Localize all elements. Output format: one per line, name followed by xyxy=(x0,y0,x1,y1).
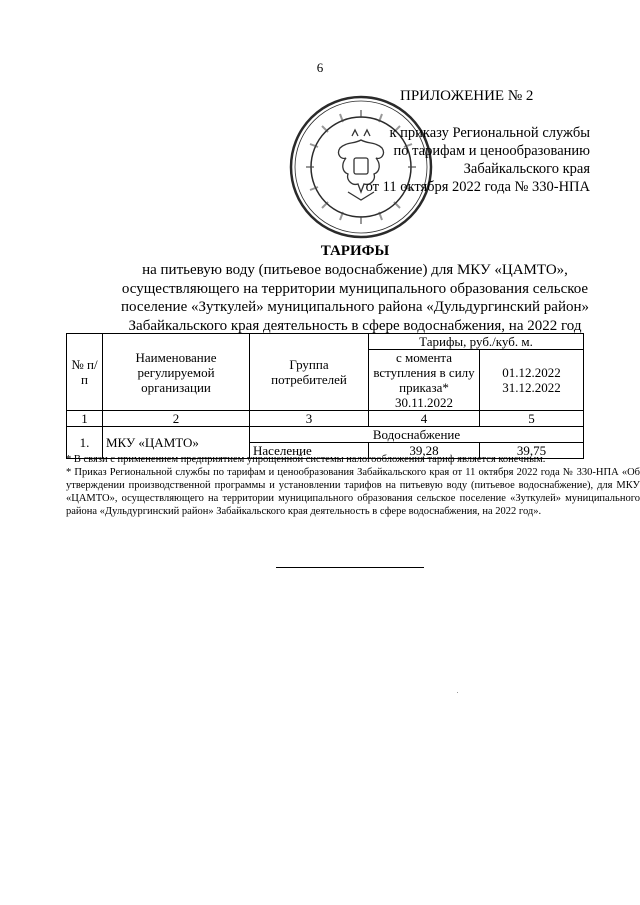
row-number: 1. xyxy=(67,427,103,459)
order-reference xyxy=(330,124,590,196)
header-consumer-group: Группа потребителей xyxy=(250,334,369,411)
table-row xyxy=(67,411,584,427)
reference-line: к приказу Региональной службы xyxy=(389,125,590,141)
page-number: 6 xyxy=(316,60,324,75)
divider xyxy=(276,567,424,568)
section-label: Водоснабжение xyxy=(250,427,584,443)
document-title: ТАРИФЫ xyxy=(320,243,390,259)
tariff-value-1: 39,28 xyxy=(369,443,480,459)
subtitle-line: Забайкальского края деятельность в сфере водоснабжения, на 2022 год xyxy=(128,317,582,334)
header-organization: Наименование регулируемой организации xyxy=(103,334,250,411)
header-tariffs: Тарифы, руб./куб. м. xyxy=(369,334,584,350)
table-row xyxy=(67,427,584,443)
subtitle-line: на питьевую воду (питьевое водоснабжение) для МКУ «ЦАМТО», xyxy=(142,262,568,278)
index-cell: 3 xyxy=(250,411,369,427)
reference-line: по тарифам и ценообразованию xyxy=(393,143,590,159)
reference-line: от 11 октября 2022 года № 330-НПА xyxy=(365,179,590,195)
tariff-value-2: 39,75 xyxy=(480,443,584,459)
footnotes xyxy=(66,453,640,518)
header-number: № п/п xyxy=(67,334,103,411)
organization-name: МКУ «ЦАМТО» xyxy=(103,427,250,459)
scan-speck xyxy=(457,692,458,693)
consumer-group: Население xyxy=(250,443,369,459)
subtitle-line: осуществляющего на территории муниципального образования сельское xyxy=(121,280,589,297)
header-period-1: с момента вступления в силу приказа* 30.11.2022 xyxy=(369,350,480,411)
header-period-2: 01.12.2022 31.12.2022 xyxy=(480,350,584,411)
subtitle-line: поселение «Зуткулей» муниципального района «Дульдургинский район» xyxy=(120,299,590,315)
footnote: * Приказ Региональной службы по тарифам и ценообразования Забайкальского края от 11 октября 2022 года № 330-НПА «Об утверждении производственной программы и установлении тарифов на питьевую воду (питьевое водоснабжение), для МКУ «ЦАМТО», осуществляющего на территории муниципального образования сельское поселение «Зуткулей» муниципального района «Дульдургинский район» Забайкальского края деятельность в сфере водоснабжения, на 2022 год». xyxy=(66,467,640,517)
appendix-title: ПРИЛОЖЕНИЕ № 2 xyxy=(400,88,534,104)
index-cell: 1 xyxy=(67,411,103,427)
index-cell: 4 xyxy=(369,411,480,427)
reference-line: Забайкальского края xyxy=(463,161,590,177)
document-subtitle xyxy=(0,261,640,335)
tariff-table xyxy=(66,333,584,459)
index-cell: 2 xyxy=(103,411,250,427)
footnote: * В связи с применением предприятием упрощенной системы налогообложения тариф является конечным. xyxy=(66,454,546,465)
index-cell: 5 xyxy=(480,411,584,427)
